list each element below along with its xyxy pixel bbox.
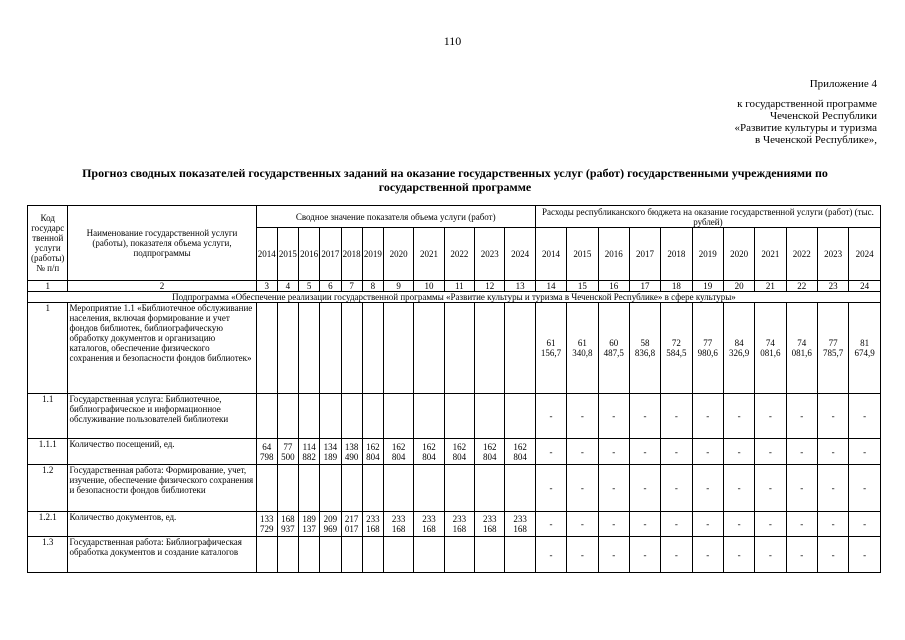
table-row (28, 512, 881, 537)
volume-value: 162 804 (362, 439, 383, 465)
expense-value: - (817, 394, 848, 439)
column-number: 23 (817, 281, 848, 292)
expense-value: - (817, 537, 848, 573)
header-name: Наименование государственной услуги (работы), показателя объема услуги, подпрограммы (68, 206, 256, 281)
volume-value (299, 537, 320, 573)
column-number: 9 (383, 281, 413, 292)
page-number: 110 (443, 34, 462, 48)
volume-value (256, 394, 277, 439)
header-year: 2021 (414, 228, 444, 281)
header-year: 2017 (629, 228, 660, 281)
volume-value (505, 465, 535, 512)
volume-value: 217 017 (341, 512, 362, 537)
expense-value: - (849, 394, 881, 439)
forecast-table (27, 205, 881, 573)
volume-value: 168 937 (277, 512, 298, 537)
column-number: 16 (598, 281, 629, 292)
expense-value: 77 785,7 (817, 303, 848, 394)
expense-value: - (661, 439, 692, 465)
table-row (28, 394, 881, 439)
volume-value (341, 465, 362, 512)
volume-value (362, 465, 383, 512)
expense-value: - (786, 537, 817, 573)
column-number: 13 (505, 281, 535, 292)
expense-value: - (723, 465, 754, 512)
column-number: 1 (28, 281, 68, 292)
expense-value: - (849, 537, 881, 573)
row-code: 1.1 (28, 394, 68, 439)
expense-value: 72 584,5 (661, 303, 692, 394)
volume-value (256, 537, 277, 573)
volume-value: 77 500 (277, 439, 298, 465)
table-row (28, 465, 881, 512)
volume-value (383, 537, 413, 573)
expense-value: - (755, 537, 786, 573)
appendix-line: к государственной программе (737, 98, 877, 110)
subprogram-header: Подпрограмма «Обеспечение реализации государственной программы «Развитие культуры и туризма в Чеченской Республике» в сфере культуры» (28, 292, 881, 303)
header-year: 2020 (383, 228, 413, 281)
volume-value (341, 537, 362, 573)
expense-value: - (629, 465, 660, 512)
expense-value: - (535, 394, 566, 439)
volume-value (444, 394, 474, 439)
row-name: Количество посещений, ед. (68, 439, 256, 465)
appendix-note (735, 78, 878, 146)
column-number: 8 (362, 281, 383, 292)
volume-value: 134 189 (320, 439, 341, 465)
expense-value: - (629, 512, 660, 537)
expense-value: - (598, 465, 629, 512)
volume-value: 233 168 (444, 512, 474, 537)
header-year: 2022 (786, 228, 817, 281)
volume-value (475, 465, 505, 512)
volume-value: 233 168 (414, 512, 444, 537)
expense-value: - (849, 439, 881, 465)
volume-value (444, 303, 474, 394)
expense-value: - (817, 439, 848, 465)
volume-value: 138 490 (341, 439, 362, 465)
header-year: 2016 (299, 228, 320, 281)
expense-value: - (692, 465, 723, 512)
volume-value: 162 804 (475, 439, 505, 465)
expense-value: - (629, 537, 660, 573)
column-number: 17 (629, 281, 660, 292)
volume-value (256, 465, 277, 512)
column-number: 22 (786, 281, 817, 292)
header-year: 2015 (567, 228, 598, 281)
expense-value: - (629, 394, 660, 439)
column-number: 14 (535, 281, 566, 292)
column-number: 15 (567, 281, 598, 292)
header-year: 2018 (661, 228, 692, 281)
expense-value: - (661, 512, 692, 537)
header-year: 2019 (362, 228, 383, 281)
header-year: 2024 (505, 228, 535, 281)
volume-value (444, 465, 474, 512)
column-number: 5 (299, 281, 320, 292)
expense-value: - (755, 439, 786, 465)
row-code: 1.1.1 (28, 439, 68, 465)
column-number: 10 (414, 281, 444, 292)
header-year: 2024 (849, 228, 881, 281)
volume-value (414, 394, 444, 439)
expense-value: - (598, 439, 629, 465)
volume-value: 64 798 (256, 439, 277, 465)
header-year: 2023 (475, 228, 505, 281)
column-number: 2 (68, 281, 256, 292)
header-volume-group: Сводное значение показателя объема услуги (работ) (256, 206, 535, 228)
volume-value (299, 465, 320, 512)
volume-value (299, 394, 320, 439)
column-number: 11 (444, 281, 474, 292)
column-number: 12 (475, 281, 505, 292)
expense-value: - (786, 512, 817, 537)
column-number: 4 (277, 281, 298, 292)
column-number: 3 (256, 281, 277, 292)
volume-value: 209 969 (320, 512, 341, 537)
volume-value (320, 465, 341, 512)
volume-value: 133 729 (256, 512, 277, 537)
column-number: 6 (320, 281, 341, 292)
volume-value (320, 303, 341, 394)
expense-value: - (849, 465, 881, 512)
expense-value: 74 081,6 (755, 303, 786, 394)
expense-value: - (535, 465, 566, 512)
expense-value: 84 326,9 (723, 303, 754, 394)
appendix-line: «Развитие культуры и туризма (734, 122, 877, 134)
table-row (28, 439, 881, 465)
volume-value (362, 537, 383, 573)
expense-value: - (661, 537, 692, 573)
row-name: Государственная работа: Библиографическая обработка документов и создание каталогов (68, 537, 256, 573)
row-name: Государственная услуга: Библиотечное, библиографическое и информационное обслуживание пользователей библиотеки (68, 394, 256, 439)
expense-value: - (692, 394, 723, 439)
expense-value: - (629, 439, 660, 465)
volume-value (299, 303, 320, 394)
expense-value: 60 487,5 (598, 303, 629, 394)
volume-value (475, 394, 505, 439)
volume-value: 162 804 (414, 439, 444, 465)
volume-value: 233 168 (383, 512, 413, 537)
volume-value: 162 804 (383, 439, 413, 465)
expense-value: - (692, 439, 723, 465)
header-year: 2020 (723, 228, 754, 281)
expense-value: - (661, 465, 692, 512)
expense-value: - (723, 439, 754, 465)
volume-value (277, 394, 298, 439)
header-year: 2014 (535, 228, 566, 281)
volume-value (341, 303, 362, 394)
header-expense-group: Расходы республиканского бюджета на оказание государственной услуги (работ) (тыс. рублей) (535, 206, 880, 228)
expense-value: - (755, 394, 786, 439)
expense-value: 61 340,8 (567, 303, 598, 394)
header-year: 2016 (598, 228, 629, 281)
expense-value: - (817, 512, 848, 537)
expense-value: - (786, 465, 817, 512)
table-row (28, 537, 881, 573)
volume-value (414, 465, 444, 512)
expense-value: - (598, 537, 629, 573)
document-title: Прогноз сводных показателей государственных заданий на оказание государственных услуг (работ) государственными учреждениями по государственной программе (82, 166, 828, 194)
column-number: 24 (849, 281, 881, 292)
volume-value (414, 537, 444, 573)
expense-value: - (661, 394, 692, 439)
volume-value (383, 394, 413, 439)
volume-value: 233 168 (505, 512, 535, 537)
volume-value (362, 303, 383, 394)
volume-value (475, 303, 505, 394)
header-year: 2023 (817, 228, 848, 281)
row-code: 1.3 (28, 537, 68, 573)
expense-value: 61 156,7 (535, 303, 566, 394)
volume-value (341, 394, 362, 439)
volume-value (414, 303, 444, 394)
expense-value: - (755, 512, 786, 537)
volume-value (277, 465, 298, 512)
volume-value: 114 882 (299, 439, 320, 465)
volume-value: 233 168 (362, 512, 383, 537)
expense-value: - (786, 439, 817, 465)
header-year: 2017 (320, 228, 341, 281)
column-number: 20 (723, 281, 754, 292)
volume-value (383, 465, 413, 512)
appendix-title: Приложение 4 (809, 78, 877, 90)
table-row (28, 303, 881, 394)
expense-value: 81 674,9 (849, 303, 881, 394)
column-number-row (28, 281, 881, 292)
appendix-line: в Чеченской Республике», (755, 134, 877, 146)
volume-value (383, 303, 413, 394)
header-year: 2015 (277, 228, 298, 281)
expense-value: - (567, 439, 598, 465)
expense-value: - (786, 394, 817, 439)
expense-value: - (535, 537, 566, 573)
volume-value (444, 537, 474, 573)
expense-value: 77 980,6 (692, 303, 723, 394)
header-code: Код государс твенной услуги (работы) № п/п (28, 206, 68, 281)
column-number: 18 (661, 281, 692, 292)
expense-value: - (567, 537, 598, 573)
row-name: Количество документов, ед. (68, 512, 256, 537)
volume-value (505, 303, 535, 394)
row-code: 1.2.1 (28, 512, 68, 537)
volume-value (505, 394, 535, 439)
expense-value: - (535, 439, 566, 465)
expense-value: - (535, 512, 566, 537)
volume-value: 233 168 (475, 512, 505, 537)
row-code: 1 (28, 303, 68, 394)
column-number: 21 (755, 281, 786, 292)
row-name: Государственная работа: Формирование, учет, изучение, обеспечение физического сохранения и безопасности фондов библиотеки (68, 465, 256, 512)
expense-value: - (849, 512, 881, 537)
expense-value: - (723, 537, 754, 573)
volume-value (320, 394, 341, 439)
header-year: 2019 (692, 228, 723, 281)
volume-value (277, 303, 298, 394)
expense-value: - (817, 465, 848, 512)
expense-value: - (598, 512, 629, 537)
volume-value (277, 537, 298, 573)
volume-value: 189 137 (299, 512, 320, 537)
expense-value: - (755, 465, 786, 512)
row-name: Мероприятие 1.1 «Библиотечное обслуживание населения, включая формирование и учет фондов библиотек, библиографическую обработку документов и организацию каталогов, обеспечение физического сохранения и безопасности фондов библиотек» (68, 303, 256, 394)
row-code: 1.2 (28, 465, 68, 512)
column-number: 19 (692, 281, 723, 292)
column-number: 7 (341, 281, 362, 292)
volume-value (362, 394, 383, 439)
expense-value: - (567, 394, 598, 439)
expense-value: - (692, 512, 723, 537)
expense-value: - (723, 394, 754, 439)
expense-value: 58 836,8 (629, 303, 660, 394)
appendix-line: Чеченской Республики (769, 110, 877, 122)
expense-value: - (567, 512, 598, 537)
expense-value: - (692, 537, 723, 573)
expense-value: - (723, 512, 754, 537)
volume-value (475, 537, 505, 573)
header-year: 2018 (341, 228, 362, 281)
header-year: 2014 (256, 228, 277, 281)
table-body (28, 206, 881, 573)
expense-value: - (598, 394, 629, 439)
expense-value: 74 081,6 (786, 303, 817, 394)
volume-value (256, 303, 277, 394)
volume-value (320, 537, 341, 573)
volume-value: 162 804 (505, 439, 535, 465)
header-year: 2021 (755, 228, 786, 281)
header-year: 2022 (444, 228, 474, 281)
volume-value (505, 537, 535, 573)
volume-value: 162 804 (444, 439, 474, 465)
expense-value: - (567, 465, 598, 512)
